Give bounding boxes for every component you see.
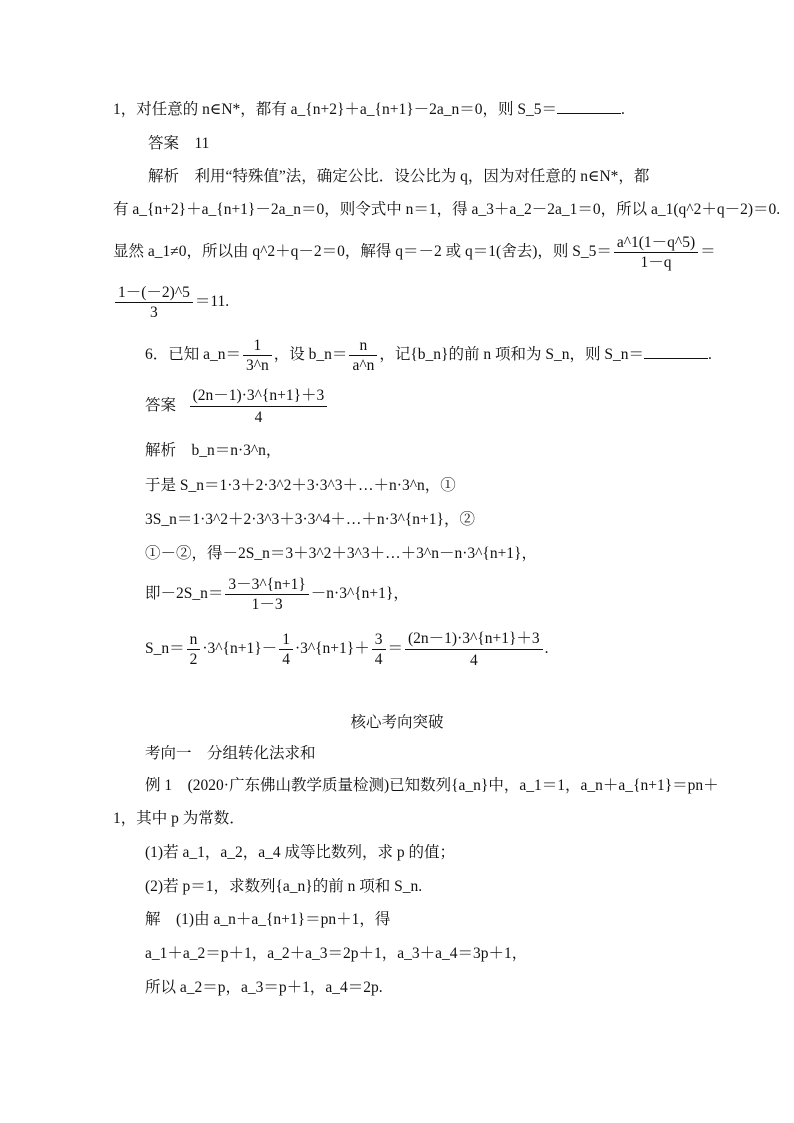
- fraction: $\frac{a\^{}1(1-q\^{}5)}{1-q}$: [614, 233, 698, 272]
- fraction: $\frac{1-(-2)\^{}5}{3}$: [115, 283, 193, 322]
- example-1-question-2: (2)若 p＝1，求数列{a_n}的前 n 项和 S_n.: [145, 878, 423, 895]
- problem-6-step-6: S_n＝ $\frac{n}{2}$ ·3^{n+1}－ $\frac{1}{4}$ ·3^{n+1}＋ $\frac{3}{4}$ ＝ $\frac{(2n-1)\cdot 3\^{}\{n+1\}+3}{4}$ .: [145, 630, 549, 669]
- problem-1-explanation-1: 解析 利用“特殊值”法，确定公比．设公比为 q，因为对任意的 n∈N*，都: [148, 168, 650, 185]
- problem-6-question: 6．已知 a_n＝ $\frac{1}{3\^{}n}$ ，设 b_n＝ $\frac{n}{a\^{}n}$ ，记{b_n}的前 n 项和为 S_n，则 S_n＝ .: [145, 337, 712, 374]
- problem-1-explanation-2: 有 a_{n+2}＋a_{n+1}－2a_n＝0，则令式中 n＝1，得 a_3＋a_2－2a_1＝0，所以 a_1(q^2＋q－2)＝0.: [113, 201, 781, 218]
- problem-6-step-2: 于是 S_n＝1·3＋2·3^2＋3·3^3＋…＋n·3^n，①: [145, 477, 456, 494]
- subsection-title: 考向一 分组转化法求和: [145, 745, 316, 762]
- problem-1-explanation-3: 显然 a_1≠0，所以由 q^2＋q－2＝0，解得 q＝－2 或 q＝1(舍去)，则 S_5＝ $\frac{a\^{}1(1-q\^{}5)}{1-q}$ ＝: [113, 234, 716, 271]
- solution-line-2: a_1＋a_2＝p＋1，a_2＋a_3＝2p＋1，a_3＋a_4＝3p＋1，: [145, 945, 528, 962]
- problem-6-step-3: 3S_n＝1·3^2＋2·3^3＋3·3^4＋…＋n·3^{n+1}，②: [145, 511, 475, 528]
- example-1-question-1: (1)若 a_1，a_2，a_4 成等比数列，求 p 的值；: [145, 844, 455, 861]
- solution-line-3: 所以 a_2＝p，a_3＝p＋1，a_4＝2p.: [145, 979, 383, 996]
- fraction: $\frac{1}{4}$: [279, 630, 293, 669]
- answer-blank: [644, 344, 708, 359]
- section-title: 核心考向突破: [350, 714, 444, 731]
- problem-6-answer: 答案 $\frac{(2n-1)\cdot 3\^{}\{n+1\}+3}{4}$: [145, 385, 329, 428]
- fraction: $\frac{1}{3\^{}n}$: [243, 336, 272, 375]
- problem-6-step-1: 解析 b_n＝n·3^n，: [145, 442, 282, 459]
- answer-blank: [557, 99, 621, 114]
- fraction: $\frac{n}{a\^{}n}$: [349, 336, 377, 375]
- problem-1-explanation-4: $\frac{1-(-2)\^{}5}{3}$ ＝11.: [113, 283, 229, 322]
- solution-line-1: 解 (1)由 a_n＋a_{n+1}＝pn＋1，得: [145, 911, 391, 928]
- fraction: $\frac{(2n-1)\cdot 3\^{}\{n+1\}+3}{4}$: [190, 385, 328, 428]
- problem-1-answer: 答案 11: [148, 135, 210, 152]
- fraction: $\frac{n}{2}$: [187, 630, 201, 669]
- problem-1-question: 1，对任意的 n∈N*，都有 a_{n+2}＋a_{n+1}－2a_n＝0，则 S_5＝ .: [113, 101, 625, 118]
- problem-6-step-4: ①－②，得－2S_n＝3＋3^2＋3^3＋…＋3^n－n·3^{n+1}，: [145, 545, 537, 562]
- fraction: $\frac{3-3\^{}\{n+1\}}{1-3}$: [225, 575, 308, 614]
- fraction: $\frac{(2n-1)\cdot 3\^{}\{n+1\}+3}{4}$: [405, 628, 543, 671]
- problem-6-step-5: 即－2S_n＝ $\frac{3-3\^{}\{n+1\}}{1-3}$ －n·3^{n+1}，: [145, 576, 409, 613]
- fraction: $\frac{3}{4}$: [372, 630, 386, 669]
- example-1-line-2: 1，其中 p 为常数．: [113, 810, 245, 827]
- example-1-line-1: 例 1 (2020·广东佛山教学质量检测)已知数列{a_n}中，a_1＝1，a_n＋a_{n+1}＝pn＋: [145, 777, 719, 794]
